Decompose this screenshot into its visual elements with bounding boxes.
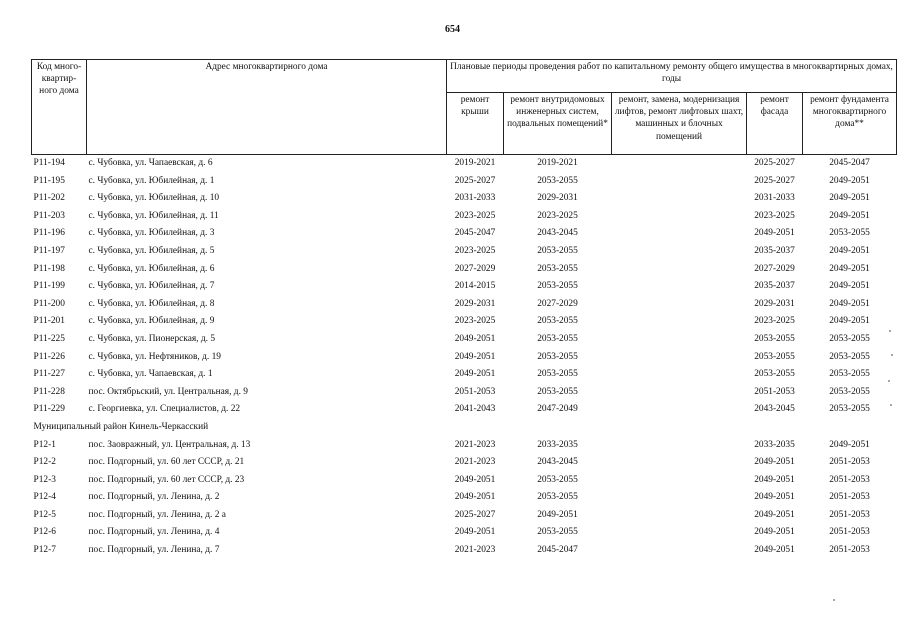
cell-roof: 2049-2051 bbox=[454, 474, 496, 485]
cell-lifts bbox=[612, 542, 747, 560]
cell-roof: 2049-2051 bbox=[454, 527, 496, 538]
table-row bbox=[32, 437, 897, 455]
cell-foundation: 2049-2051 bbox=[829, 245, 870, 256]
cell-code: P11-229 bbox=[33, 404, 65, 415]
cell-facade: 2023-2025 bbox=[754, 316, 795, 327]
cell-engineering: 2053-2055 bbox=[537, 386, 578, 397]
cell-lifts bbox=[612, 489, 747, 507]
cell-lifts bbox=[612, 524, 747, 542]
cell-lifts bbox=[612, 472, 747, 490]
cell-code: P12-3 bbox=[33, 474, 56, 485]
cell-lifts bbox=[612, 366, 747, 384]
cell-facade: 2023-2025 bbox=[754, 210, 795, 221]
cell-address: с. Чубовка, ул. Юбилейная, д. 3 bbox=[88, 228, 215, 239]
cell-roof: 2023-2025 bbox=[454, 245, 496, 256]
cell-address: с. Чубовка, ул. Юбилейная, д. 5 bbox=[88, 245, 215, 256]
cell-address: с. Чубовка, ул. Юбилейная, д. 6 bbox=[88, 263, 215, 274]
cell-address: с. Георгиевка, ул. Специалистов, д. 22 bbox=[88, 404, 241, 415]
cell-foundation: 2051-2053 bbox=[829, 527, 870, 538]
cell-engineering: 2043-2045 bbox=[537, 457, 578, 468]
scan-speck bbox=[890, 404, 892, 406]
header-code: Код много-квартир-ного дома bbox=[32, 60, 87, 155]
cell-facade: 2049-2051 bbox=[754, 492, 795, 503]
cell-code: P11-226 bbox=[33, 351, 65, 362]
cell-address: пос. Подгорный, ул. Ленина, д. 7 bbox=[88, 545, 220, 556]
group-title: Муниципальный район Кинель-Черкасский bbox=[33, 421, 209, 432]
cell-code: P11-225 bbox=[33, 333, 65, 344]
header-facade: ремонт фасада bbox=[747, 92, 803, 154]
cell-facade: 2053-2055 bbox=[754, 351, 795, 362]
cell-roof: 2023-2025 bbox=[454, 210, 496, 221]
cell-facade: 2053-2055 bbox=[754, 369, 795, 380]
cell-lifts bbox=[612, 190, 747, 208]
scan-speck bbox=[833, 599, 835, 601]
cell-facade: 2029-2031 bbox=[754, 298, 795, 309]
cell-roof: 2049-2051 bbox=[454, 333, 496, 344]
cell-code: P12-1 bbox=[33, 439, 56, 450]
cell-facade: 2049-2051 bbox=[754, 545, 795, 556]
cell-address: с. Чубовка, ул. Чапаевская, д. 1 bbox=[88, 369, 213, 380]
cell-engineering: 2049-2051 bbox=[537, 509, 578, 520]
cell-engineering: 2053-2055 bbox=[537, 281, 578, 292]
cell-facade: 2025-2027 bbox=[754, 158, 795, 168]
cell-roof: 2031-2033 bbox=[454, 193, 496, 204]
cell-code: P12-6 bbox=[33, 527, 56, 538]
cell-engineering: 2043-2045 bbox=[537, 228, 578, 239]
cell-address: пос. Октябрьский, ул. Центральная, д. 9 bbox=[88, 386, 248, 397]
table-row bbox=[32, 278, 897, 296]
cell-facade: 2049-2051 bbox=[754, 474, 795, 485]
table-row bbox=[32, 366, 897, 384]
table-row bbox=[32, 243, 897, 261]
cell-roof: 2021-2023 bbox=[454, 439, 496, 450]
cell-code: P12-5 bbox=[33, 509, 56, 520]
group-row bbox=[32, 419, 897, 437]
cell-facade: 2049-2051 bbox=[754, 457, 795, 468]
cell-roof: 2045-2047 bbox=[454, 228, 496, 239]
cell-engineering: 2053-2055 bbox=[537, 245, 578, 256]
cell-roof: 2019-2021 bbox=[454, 158, 496, 168]
cell-facade: 2051-2053 bbox=[754, 386, 795, 397]
cell-foundation: 2053-2055 bbox=[829, 386, 870, 397]
cell-roof: 2051-2053 bbox=[454, 386, 496, 397]
table-row bbox=[32, 349, 897, 367]
cell-foundation: 2049-2051 bbox=[829, 210, 870, 221]
cell-roof: 2049-2051 bbox=[454, 351, 496, 362]
cell-address: с. Чубовка, ул. Юбилейная, д. 7 bbox=[88, 281, 215, 292]
cell-facade: 2035-2037 bbox=[754, 281, 795, 292]
cell-code: P11-202 bbox=[33, 193, 65, 204]
table-row bbox=[32, 331, 897, 349]
cell-code: P12-4 bbox=[33, 492, 56, 503]
cell-foundation: 2053-2055 bbox=[829, 228, 870, 239]
header-engineering: ремонт внутридомовых инженерных систем, подвальных помещений* bbox=[504, 92, 612, 154]
table-row bbox=[32, 401, 897, 419]
cell-engineering: 2027-2029 bbox=[537, 298, 578, 309]
cell-foundation: 2053-2055 bbox=[829, 351, 870, 362]
cell-code: P11-199 bbox=[33, 281, 65, 292]
cell-address: пос. Подгорный, ул. 60 лет СССР, д. 21 bbox=[88, 457, 245, 468]
cell-engineering: 2053-2055 bbox=[537, 474, 578, 485]
cell-foundation: 2051-2053 bbox=[829, 457, 870, 468]
cell-code: P11-197 bbox=[33, 245, 65, 256]
cell-address: пос. Заовражный, ул. Центральная, д. 13 bbox=[88, 439, 251, 450]
cell-lifts bbox=[612, 278, 747, 296]
cell-roof: 2049-2051 bbox=[454, 492, 496, 503]
cell-facade: 2035-2037 bbox=[754, 245, 795, 256]
cell-foundation: 2053-2055 bbox=[829, 333, 870, 344]
cell-address: с. Чубовка, ул. Пионерская, д. 5 bbox=[88, 333, 216, 344]
cell-facade: 2033-2035 bbox=[754, 439, 795, 450]
cell-lifts bbox=[612, 208, 747, 226]
table-row bbox=[32, 155, 897, 173]
cell-foundation: 2049-2051 bbox=[829, 298, 870, 309]
cell-code: P11-200 bbox=[33, 298, 65, 309]
table-row bbox=[32, 384, 897, 402]
table-header bbox=[32, 60, 897, 155]
cell-engineering: 2033-2035 bbox=[537, 439, 578, 450]
cell-lifts bbox=[612, 454, 747, 472]
scan-speck bbox=[888, 380, 890, 382]
cell-foundation: 2051-2053 bbox=[829, 545, 870, 556]
table-row bbox=[32, 173, 897, 191]
cell-engineering: 2053-2055 bbox=[537, 492, 578, 503]
cell-code: P11-194 bbox=[33, 158, 65, 168]
cell-roof: 2014-2015 bbox=[454, 281, 496, 292]
cell-lifts bbox=[612, 331, 747, 349]
cell-lifts bbox=[612, 155, 747, 173]
header-lifts: ремонт, замена, модернизация лифтов, ремонт лифтовых шахт, машинных и блочных помещений bbox=[612, 92, 747, 154]
page-number: 654 bbox=[445, 24, 460, 35]
cell-foundation: 2045-2047 bbox=[829, 158, 870, 168]
cell-roof: 2049-2051 bbox=[454, 369, 496, 380]
cell-facade: 2043-2045 bbox=[754, 404, 795, 415]
cell-engineering: 2053-2055 bbox=[537, 316, 578, 327]
cell-engineering: 2047-2049 bbox=[537, 404, 578, 415]
cell-engineering: 2045-2047 bbox=[537, 545, 578, 556]
cell-roof: 2025-2027 bbox=[454, 509, 496, 520]
cell-code: P11-196 bbox=[33, 228, 65, 239]
cell-foundation: 2051-2053 bbox=[829, 509, 870, 520]
cell-address: пос. Подгорный, ул. 60 лет СССР, д. 23 bbox=[88, 474, 245, 485]
cell-code: P11-227 bbox=[33, 369, 65, 380]
table-row bbox=[32, 208, 897, 226]
cell-foundation: 2053-2055 bbox=[829, 404, 870, 415]
cell-foundation: 2049-2051 bbox=[829, 193, 870, 204]
table-row bbox=[32, 454, 897, 472]
cell-code: P12-2 bbox=[33, 457, 56, 468]
cell-code: P11-195 bbox=[33, 175, 65, 186]
cell-address: с. Чубовка, ул. Юбилейная, д. 8 bbox=[88, 298, 215, 309]
table-row bbox=[32, 489, 897, 507]
cell-lifts bbox=[612, 313, 747, 331]
cell-roof: 2025-2027 bbox=[454, 175, 496, 186]
cell-foundation: 2051-2053 bbox=[829, 474, 870, 485]
cell-foundation: 2049-2051 bbox=[829, 439, 870, 450]
cell-engineering: 2019-2021 bbox=[537, 158, 578, 168]
table-row bbox=[32, 524, 897, 542]
cell-code: P11-201 bbox=[33, 316, 65, 327]
capital-repair-table bbox=[31, 59, 897, 560]
cell-roof: 2027-2029 bbox=[454, 263, 496, 274]
cell-engineering: 2053-2055 bbox=[537, 175, 578, 186]
cell-lifts bbox=[612, 507, 747, 525]
table-row bbox=[32, 190, 897, 208]
cell-foundation: 2051-2053 bbox=[829, 492, 870, 503]
cell-code: P12-7 bbox=[33, 545, 56, 556]
cell-code: P11-203 bbox=[33, 210, 65, 221]
cell-roof: 2021-2023 bbox=[454, 457, 496, 468]
cell-engineering: 2053-2055 bbox=[537, 333, 578, 344]
cell-engineering: 2053-2055 bbox=[537, 527, 578, 538]
cell-roof: 2041-2043 bbox=[454, 404, 496, 415]
table-row bbox=[32, 507, 897, 525]
cell-lifts bbox=[612, 173, 747, 191]
cell-facade: 2031-2033 bbox=[754, 193, 795, 204]
cell-address: с. Чубовка, ул. Юбилейная, д. 9 bbox=[88, 316, 215, 327]
cell-facade: 2027-2029 bbox=[754, 263, 795, 274]
table-row bbox=[32, 261, 897, 279]
cell-lifts bbox=[612, 296, 747, 314]
cell-address: с. Чубовка, ул. Юбилейная, д. 1 bbox=[88, 175, 215, 186]
cell-code: P11-198 bbox=[33, 263, 65, 274]
cell-foundation: 2049-2051 bbox=[829, 263, 870, 274]
cell-code: P11-228 bbox=[33, 386, 65, 397]
cell-address: пос. Подгорный, ул. Ленина, д. 2 а bbox=[88, 509, 226, 520]
cell-address: с. Чубовка, ул. Чапаевская, д. 6 bbox=[88, 158, 213, 168]
scan-speck bbox=[891, 354, 893, 356]
cell-foundation: 2053-2055 bbox=[829, 369, 870, 380]
cell-facade: 2025-2027 bbox=[754, 175, 795, 186]
cell-engineering: 2053-2055 bbox=[537, 351, 578, 362]
cell-address: пос. Подгорный, ул. Ленина, д. 4 bbox=[88, 527, 220, 538]
cell-lifts bbox=[612, 243, 747, 261]
header-address: Адрес многоквартирного дома bbox=[87, 60, 447, 155]
cell-lifts bbox=[612, 225, 747, 243]
cell-facade: 2049-2051 bbox=[754, 527, 795, 538]
table-row bbox=[32, 313, 897, 331]
cell-lifts bbox=[612, 349, 747, 367]
cell-lifts bbox=[612, 261, 747, 279]
header-roof: ремонт крыши bbox=[447, 92, 504, 154]
scan-speck bbox=[889, 330, 891, 332]
table-row bbox=[32, 296, 897, 314]
table-row bbox=[32, 225, 897, 243]
cell-foundation: 2049-2051 bbox=[829, 175, 870, 186]
cell-roof: 2021-2023 bbox=[454, 545, 496, 556]
header-periods: Плановые периоды проведения работ по капитальному ремонту общего имущества в многоквартирных домах, годы bbox=[447, 60, 897, 93]
table-row bbox=[32, 472, 897, 490]
header-foundation: ремонт фундамента многоквартирного дома** bbox=[803, 92, 897, 154]
table-row bbox=[32, 542, 897, 560]
cell-address: пос. Подгорный, ул. Ленина, д. 2 bbox=[88, 492, 220, 503]
cell-engineering: 2023-2025 bbox=[537, 210, 578, 221]
cell-address: с. Чубовка, ул. Юбилейная, д. 11 bbox=[88, 210, 219, 221]
cell-address: с. Чубовка, ул. Нефтяников, д. 19 bbox=[88, 351, 221, 362]
cell-facade: 2053-2055 bbox=[754, 333, 795, 344]
cell-facade: 2049-2051 bbox=[754, 228, 795, 239]
cell-roof: 2029-2031 bbox=[454, 298, 496, 309]
cell-facade: 2049-2051 bbox=[754, 509, 795, 520]
table-body bbox=[32, 155, 897, 560]
cell-lifts bbox=[612, 437, 747, 455]
cell-lifts bbox=[612, 401, 747, 419]
cell-roof: 2023-2025 bbox=[454, 316, 496, 327]
cell-foundation: 2049-2051 bbox=[829, 316, 870, 327]
cell-foundation: 2049-2051 bbox=[829, 281, 870, 292]
cell-address: с. Чубовка, ул. Юбилейная, д. 10 bbox=[88, 193, 220, 204]
cell-engineering: 2053-2055 bbox=[537, 263, 578, 274]
cell-lifts bbox=[612, 384, 747, 402]
cell-engineering: 2029-2031 bbox=[537, 193, 578, 204]
cell-engineering: 2053-2055 bbox=[537, 369, 578, 380]
